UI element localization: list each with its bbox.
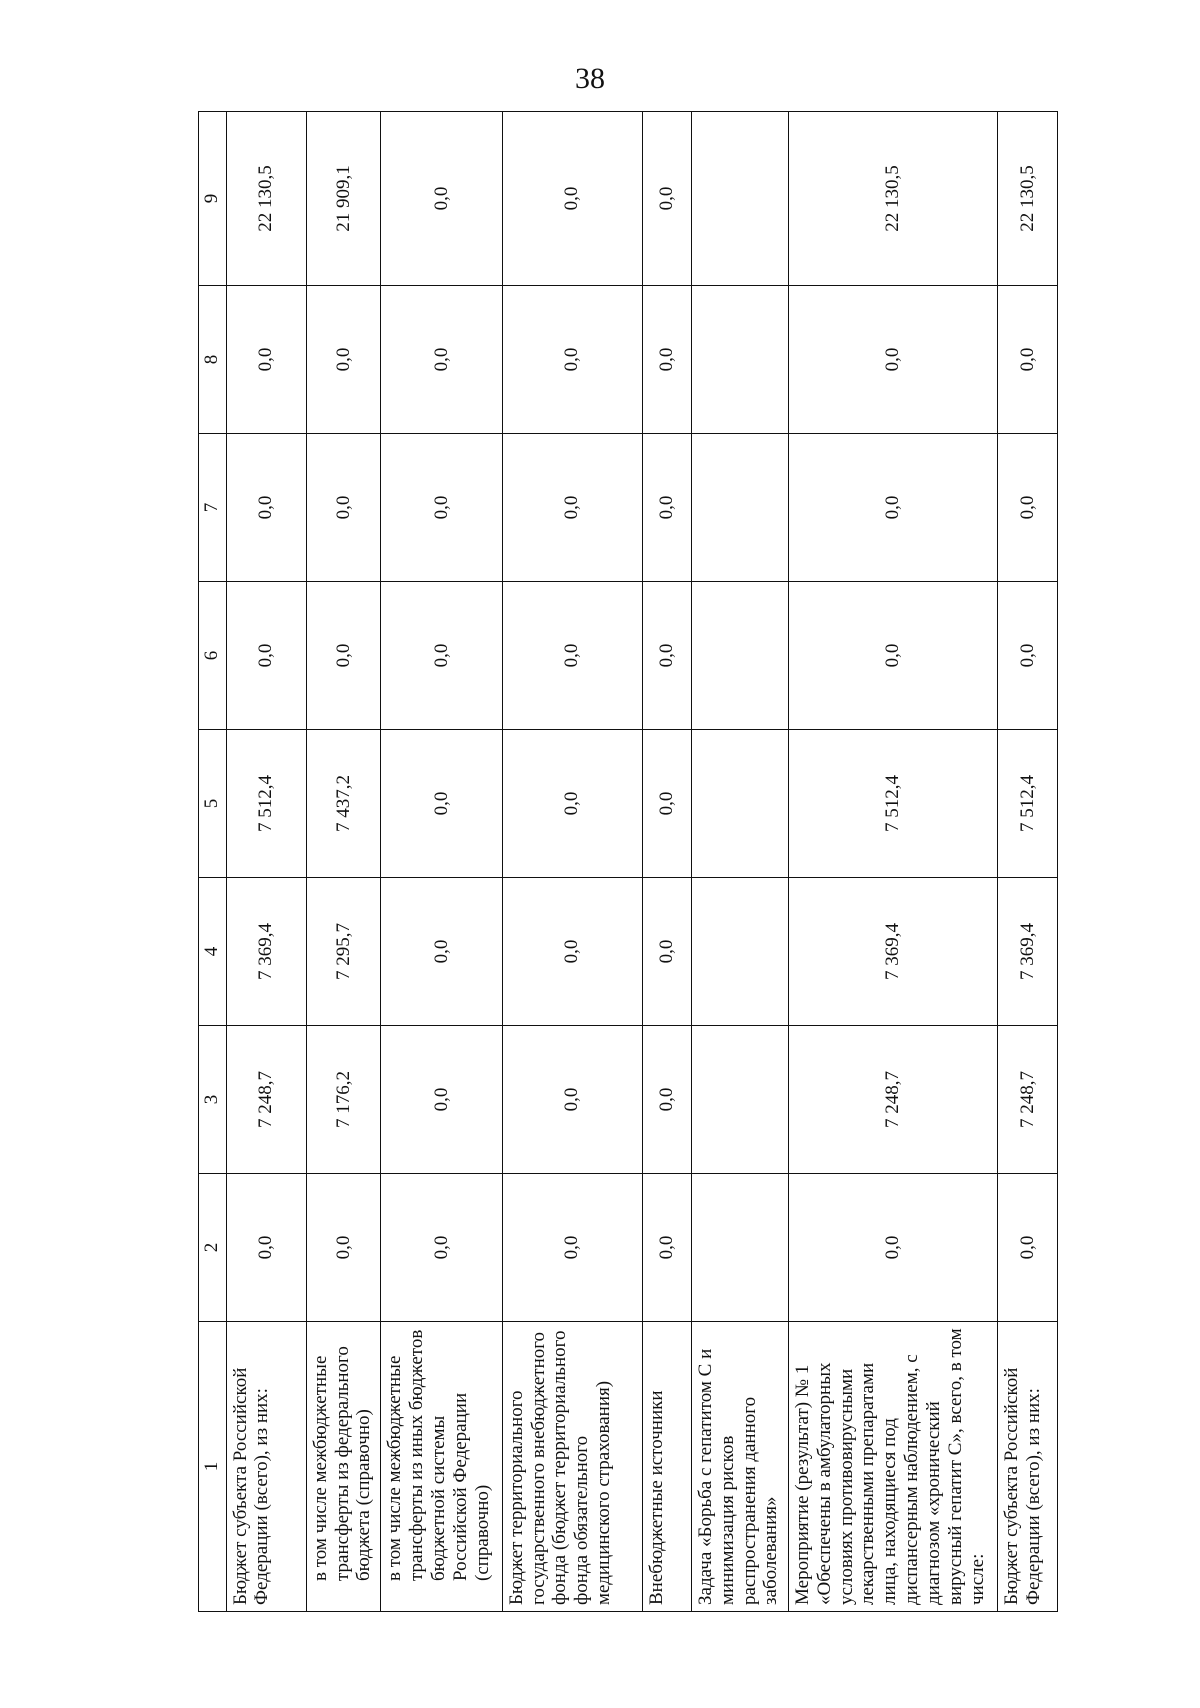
- value-cell: 0,0: [502, 112, 642, 286]
- row-label: Бюджет субъекта Российской Федерации (всего), из них:: [998, 1322, 1058, 1612]
- value-cell: 0,0: [502, 730, 642, 878]
- value-cell: 0,0: [381, 434, 502, 582]
- value-cell: 0,0: [226, 286, 306, 434]
- value-cell: 0,0: [381, 730, 502, 878]
- row-label: Задача «Борьба с гепатитом С и минимизация рисков распространения данного заболевания»: [691, 1322, 788, 1612]
- table-row: [642, 112, 691, 1612]
- value-cell: 0,0: [381, 878, 502, 1026]
- table-row: [502, 112, 642, 1612]
- table-row: [998, 112, 1058, 1612]
- value-cell: [691, 286, 788, 434]
- value-cell: 0,0: [642, 582, 691, 730]
- column-number: 4: [199, 878, 227, 1026]
- value-cell: [691, 1174, 788, 1322]
- value-cell: [691, 112, 788, 286]
- value-cell: 0,0: [642, 1174, 691, 1322]
- column-number: 3: [199, 1026, 227, 1174]
- value-cell: 0,0: [306, 582, 381, 730]
- rotated-table-container: [198, 112, 1058, 1612]
- value-cell: 7 512,4: [226, 730, 306, 878]
- value-cell: [691, 730, 788, 878]
- budget-table: [198, 111, 1058, 1612]
- value-cell: 0,0: [998, 582, 1058, 730]
- value-cell: 0,0: [642, 878, 691, 1026]
- value-cell: [691, 1026, 788, 1174]
- value-cell: 0,0: [226, 434, 306, 582]
- value-cell: 0,0: [502, 1026, 642, 1174]
- value-cell: 22 130,5: [788, 112, 997, 286]
- row-label: в том числе межбюджетные трансферты из федерального бюджета (справочно): [306, 1322, 381, 1612]
- value-cell: 7 248,7: [998, 1026, 1058, 1174]
- value-cell: 0,0: [381, 1174, 502, 1322]
- column-number: 6: [199, 582, 227, 730]
- value-cell: 0,0: [642, 730, 691, 878]
- value-cell: 0,0: [998, 286, 1058, 434]
- value-cell: 0,0: [502, 878, 642, 1026]
- value-cell: 0,0: [502, 434, 642, 582]
- column-number: 5: [199, 730, 227, 878]
- value-cell: 0,0: [381, 582, 502, 730]
- row-label: Мероприятие (результат) № 1 «Обеспечены в амбулаторных условиях противовирусными лекарственными препаратами лица, находящиеся под диспансерным наблюдением, с диагнозом «хронический вирусный гепатит С», всего, в том числе:: [788, 1322, 997, 1612]
- value-cell: 0,0: [998, 1174, 1058, 1322]
- value-cell: 0,0: [788, 286, 997, 434]
- value-cell: 0,0: [381, 1026, 502, 1174]
- value-cell: 0,0: [306, 1174, 381, 1322]
- value-cell: 7 295,7: [306, 878, 381, 1026]
- column-number: 1: [199, 1322, 227, 1612]
- column-number-row: [199, 112, 227, 1612]
- value-cell: 7 369,4: [998, 878, 1058, 1026]
- value-cell: 0,0: [381, 112, 502, 286]
- value-cell: 7 248,7: [788, 1026, 997, 1174]
- value-cell: [691, 434, 788, 582]
- column-number: 2: [199, 1174, 227, 1322]
- value-cell: 0,0: [381, 286, 502, 434]
- table-row: [381, 112, 502, 1612]
- value-cell: 0,0: [502, 286, 642, 434]
- value-cell: 7 369,4: [226, 878, 306, 1026]
- value-cell: 7 369,4: [788, 878, 997, 1026]
- value-cell: [691, 878, 788, 1026]
- value-cell: 0,0: [226, 582, 306, 730]
- value-cell: 7 512,4: [788, 730, 997, 878]
- row-label: Бюджет субъекта Российской Федерации (всего), из них:: [226, 1322, 306, 1612]
- value-cell: 7 437,2: [306, 730, 381, 878]
- value-cell: 0,0: [642, 1026, 691, 1174]
- value-cell: 0,0: [502, 1174, 642, 1322]
- page-number: 38: [575, 62, 605, 95]
- table-row: [691, 112, 788, 1612]
- value-cell: 0,0: [788, 582, 997, 730]
- value-cell: 0,0: [226, 1174, 306, 1322]
- value-cell: 0,0: [306, 434, 381, 582]
- value-cell: 21 909,1: [306, 112, 381, 286]
- value-cell: 0,0: [642, 286, 691, 434]
- value-cell: 22 130,5: [226, 112, 306, 286]
- value-cell: 0,0: [502, 582, 642, 730]
- value-cell: [691, 582, 788, 730]
- column-number: 8: [199, 286, 227, 434]
- row-label: Внебюджетные источники: [642, 1322, 691, 1612]
- column-number: 9: [199, 112, 227, 286]
- value-cell: 7 248,7: [226, 1026, 306, 1174]
- value-cell: 0,0: [642, 112, 691, 286]
- value-cell: 0,0: [788, 434, 997, 582]
- table-row: [788, 112, 997, 1612]
- row-label: Бюджет территориального государственного внебюджетного фонда (бюджет территориального фонда обязательного медицинского страхования): [502, 1322, 642, 1612]
- value-cell: 0,0: [998, 434, 1058, 582]
- table-row: [306, 112, 381, 1612]
- value-cell: 7 176,2: [306, 1026, 381, 1174]
- value-cell: 22 130,5: [998, 112, 1058, 286]
- row-label: в том числе межбюджетные трансферты из иных бюджетов бюджетной системы Российской Федерации (справочно): [381, 1322, 502, 1612]
- value-cell: 0,0: [788, 1174, 997, 1322]
- table-row: [226, 112, 306, 1612]
- value-cell: 0,0: [642, 434, 691, 582]
- value-cell: 7 512,4: [998, 730, 1058, 878]
- value-cell: 0,0: [306, 286, 381, 434]
- column-number: 7: [199, 434, 227, 582]
